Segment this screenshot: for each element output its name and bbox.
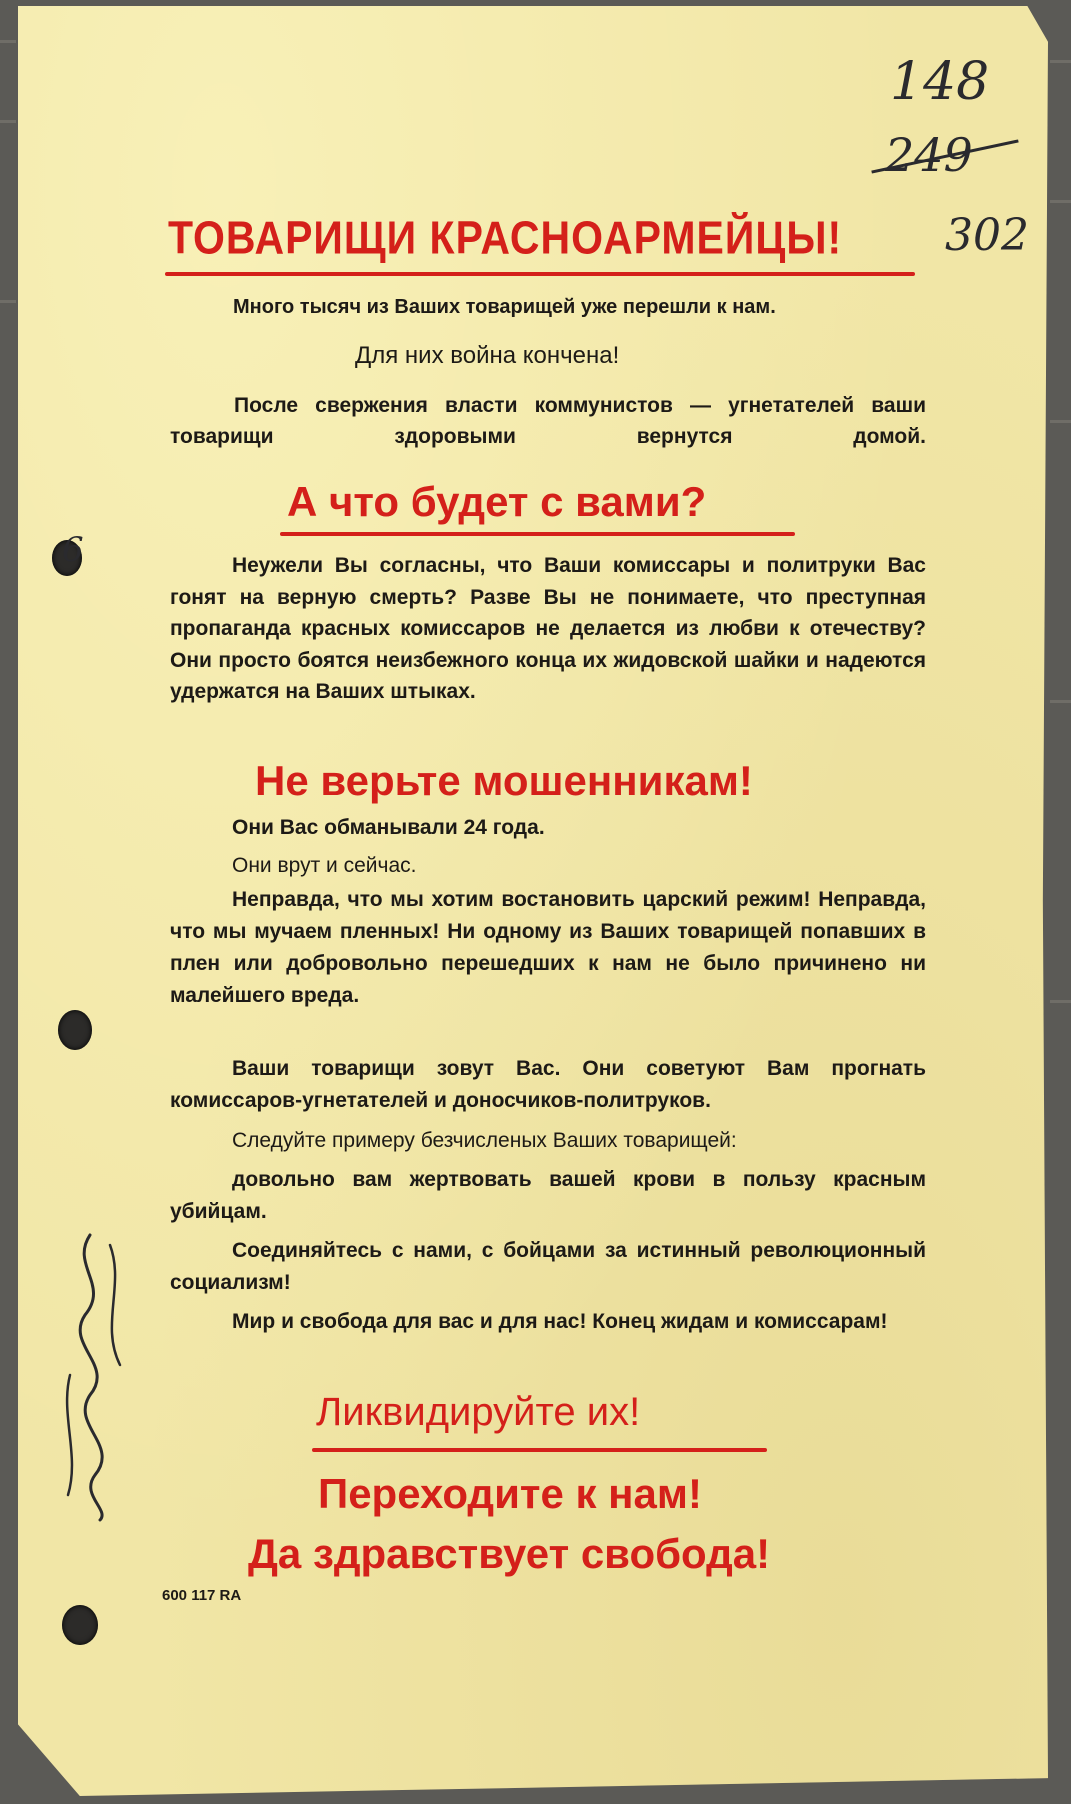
- intro-line-2: Для них война кончена!: [355, 342, 620, 369]
- margin-number: 6: [62, 530, 84, 570]
- archive-old-number: 249: [885, 128, 973, 182]
- paragraph-peace: Мир и свобода для вас и для нас! Конец жидам и комиссарам!: [232, 1310, 888, 1333]
- leaflet-title: ТОВАРИЩИ КРАСНОАРМЕЙЦЫ!: [168, 212, 843, 264]
- paragraph-untrue: Неправда, что мы хотим востановить царский режим! Неправда, что мы мучаем пленных! Ни одному из Ваших товарищей попавших в плен или добровольно перешедших к нам не было причинено ни малейшего вреда.: [170, 888, 926, 1007]
- paragraph-call: Ваши товарищи зовут Вас. Они советуют Вам прогнать комиссаров-угнетателей и доносчиков-политруков.: [170, 1057, 926, 1112]
- title-underline: [165, 272, 915, 276]
- paragraph-commissars: Неужели Вы согласны, что Ваши комиссары и политруки Вас гонят на верную смерть? Разве Вы не понимаете, что преступная пропаганда красных комиссаров не делается из любви к отечеству? Они просто боятся неизбежного конца их жидовской шайки и надеются удержатся на Ваших штыках.: [170, 554, 926, 703]
- print-code: 600 117 RA: [162, 1587, 242, 1604]
- archive-page-number: 148: [890, 52, 990, 112]
- line-lying: Они врут и сейчас.: [232, 854, 417, 877]
- heading-question: А что будет с вами?: [287, 478, 707, 525]
- paragraph-enough: довольно вам жертвовать вашей крови в пользу красным убийцам.: [170, 1168, 926, 1223]
- paragraph-unite: Соединяйтесь с нами, с бойцами за истинный революционный социализм!: [170, 1239, 926, 1294]
- line-deceived: Они Вас обманывали 24 года.: [232, 816, 545, 839]
- slogan-underline: [312, 1448, 767, 1452]
- slogan-liquidate: Ликвидируйте их!: [316, 1390, 641, 1434]
- archive-ref-number: 302: [945, 210, 1029, 261]
- intro-line-1: Много тысяч из Ваших товарищей уже перешли к нам.: [233, 296, 776, 318]
- slogan-freedom: Да здравствует свобода!: [248, 1530, 771, 1577]
- slogan-come-over: Переходите к нам!: [318, 1470, 702, 1517]
- heading-liars: Не верьте мошенникам!: [255, 757, 753, 804]
- handwritten-signature: [40, 1225, 150, 1525]
- intro-paragraph: После свержения власти коммунистов — угнетателей ваши товарищи здоровыми вернутся домой.: [170, 394, 926, 448]
- line-follow: Следуйте примеру безчисленых Ваших товарищей:: [232, 1129, 737, 1152]
- heading-question-underline: [280, 532, 795, 536]
